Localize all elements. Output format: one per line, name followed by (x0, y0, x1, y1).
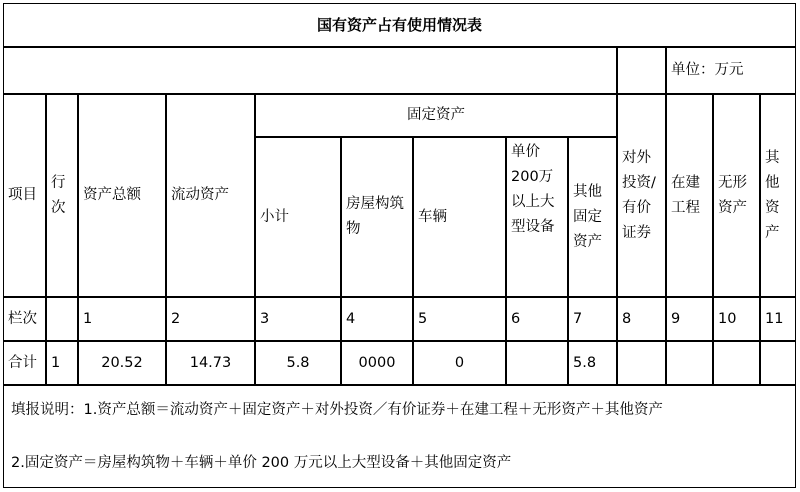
fixed-subtotal-value: 5.8 (255, 341, 341, 385)
column-number-cell: 9 (666, 297, 713, 341)
column-number-cell: 2 (166, 297, 255, 341)
header-investment: 对外投资/有价证券 (617, 94, 666, 297)
total-assets-value: 20.52 (78, 341, 166, 385)
header-vehicles: 车辆 (413, 137, 506, 297)
column-number-cell: 5 (413, 297, 506, 341)
unit-label: 单位：万元 (666, 47, 796, 94)
current-assets-value: 14.73 (166, 341, 255, 385)
header-other-fixed: 其他固定资产 (568, 137, 617, 297)
column-number-cell: 10 (713, 297, 760, 341)
other-fixed-value: 5.8 (568, 341, 617, 385)
blank-narrow-cell (617, 47, 666, 94)
column-number-cell: 11 (760, 297, 796, 341)
note-line-2: 2.固定资产＝房屋构筑物＋车辆＋单价 200 万元以上大型设备＋其他固定资产 (11, 454, 512, 471)
asset-usage-table (3, 3, 796, 488)
header-line-no: 行次 (46, 94, 78, 297)
header-current-assets: 流动资产 (166, 94, 255, 297)
column-number-cell: 4 (341, 297, 413, 341)
intangible-value (713, 341, 760, 385)
column-number-cell: 7 (568, 297, 617, 341)
header-other-assets: 其他资产 (760, 94, 796, 297)
column-number-cell: 6 (506, 297, 568, 341)
header-fixed-assets: 固定资产 (255, 94, 617, 137)
column-number-line-no (46, 297, 78, 341)
buildings-value: 0000 (341, 341, 413, 385)
vehicles-value: 0 (413, 341, 506, 385)
table-title: 国有资产占有使用情况表 (3, 3, 796, 47)
blank-header-cell (3, 47, 617, 94)
column-number-row (3, 297, 796, 341)
large-equipment-value (506, 341, 568, 385)
header-construction: 在建工程 (666, 94, 713, 297)
header-intangible: 无形资产 (713, 94, 760, 297)
header-subtotal: 小计 (255, 137, 341, 297)
header-total-assets: 资产总额 (78, 94, 166, 297)
note-line-1: 填报说明：1.资产总额＝流动资产＋固定资产＋对外投资／有价证券＋在建工程＋无形资产＋其他资产 (11, 401, 663, 418)
total-label: 合计 (3, 341, 46, 385)
column-number-cell: 3 (255, 297, 341, 341)
header-item: 项目 (3, 94, 46, 297)
investment-value (617, 341, 666, 385)
column-number-cell: 8 (617, 297, 666, 341)
column-number-cell: 1 (78, 297, 166, 341)
header-buildings: 房屋构筑物 (341, 137, 413, 297)
column-number-label: 栏次 (3, 297, 46, 341)
construction-value (666, 341, 713, 385)
total-line-no: 1 (46, 341, 78, 385)
header-large-equipment: 单价200万以上大型设备 (506, 137, 568, 297)
total-row (3, 341, 796, 385)
other-assets-value (760, 341, 796, 385)
filling-notes (3, 385, 796, 488)
